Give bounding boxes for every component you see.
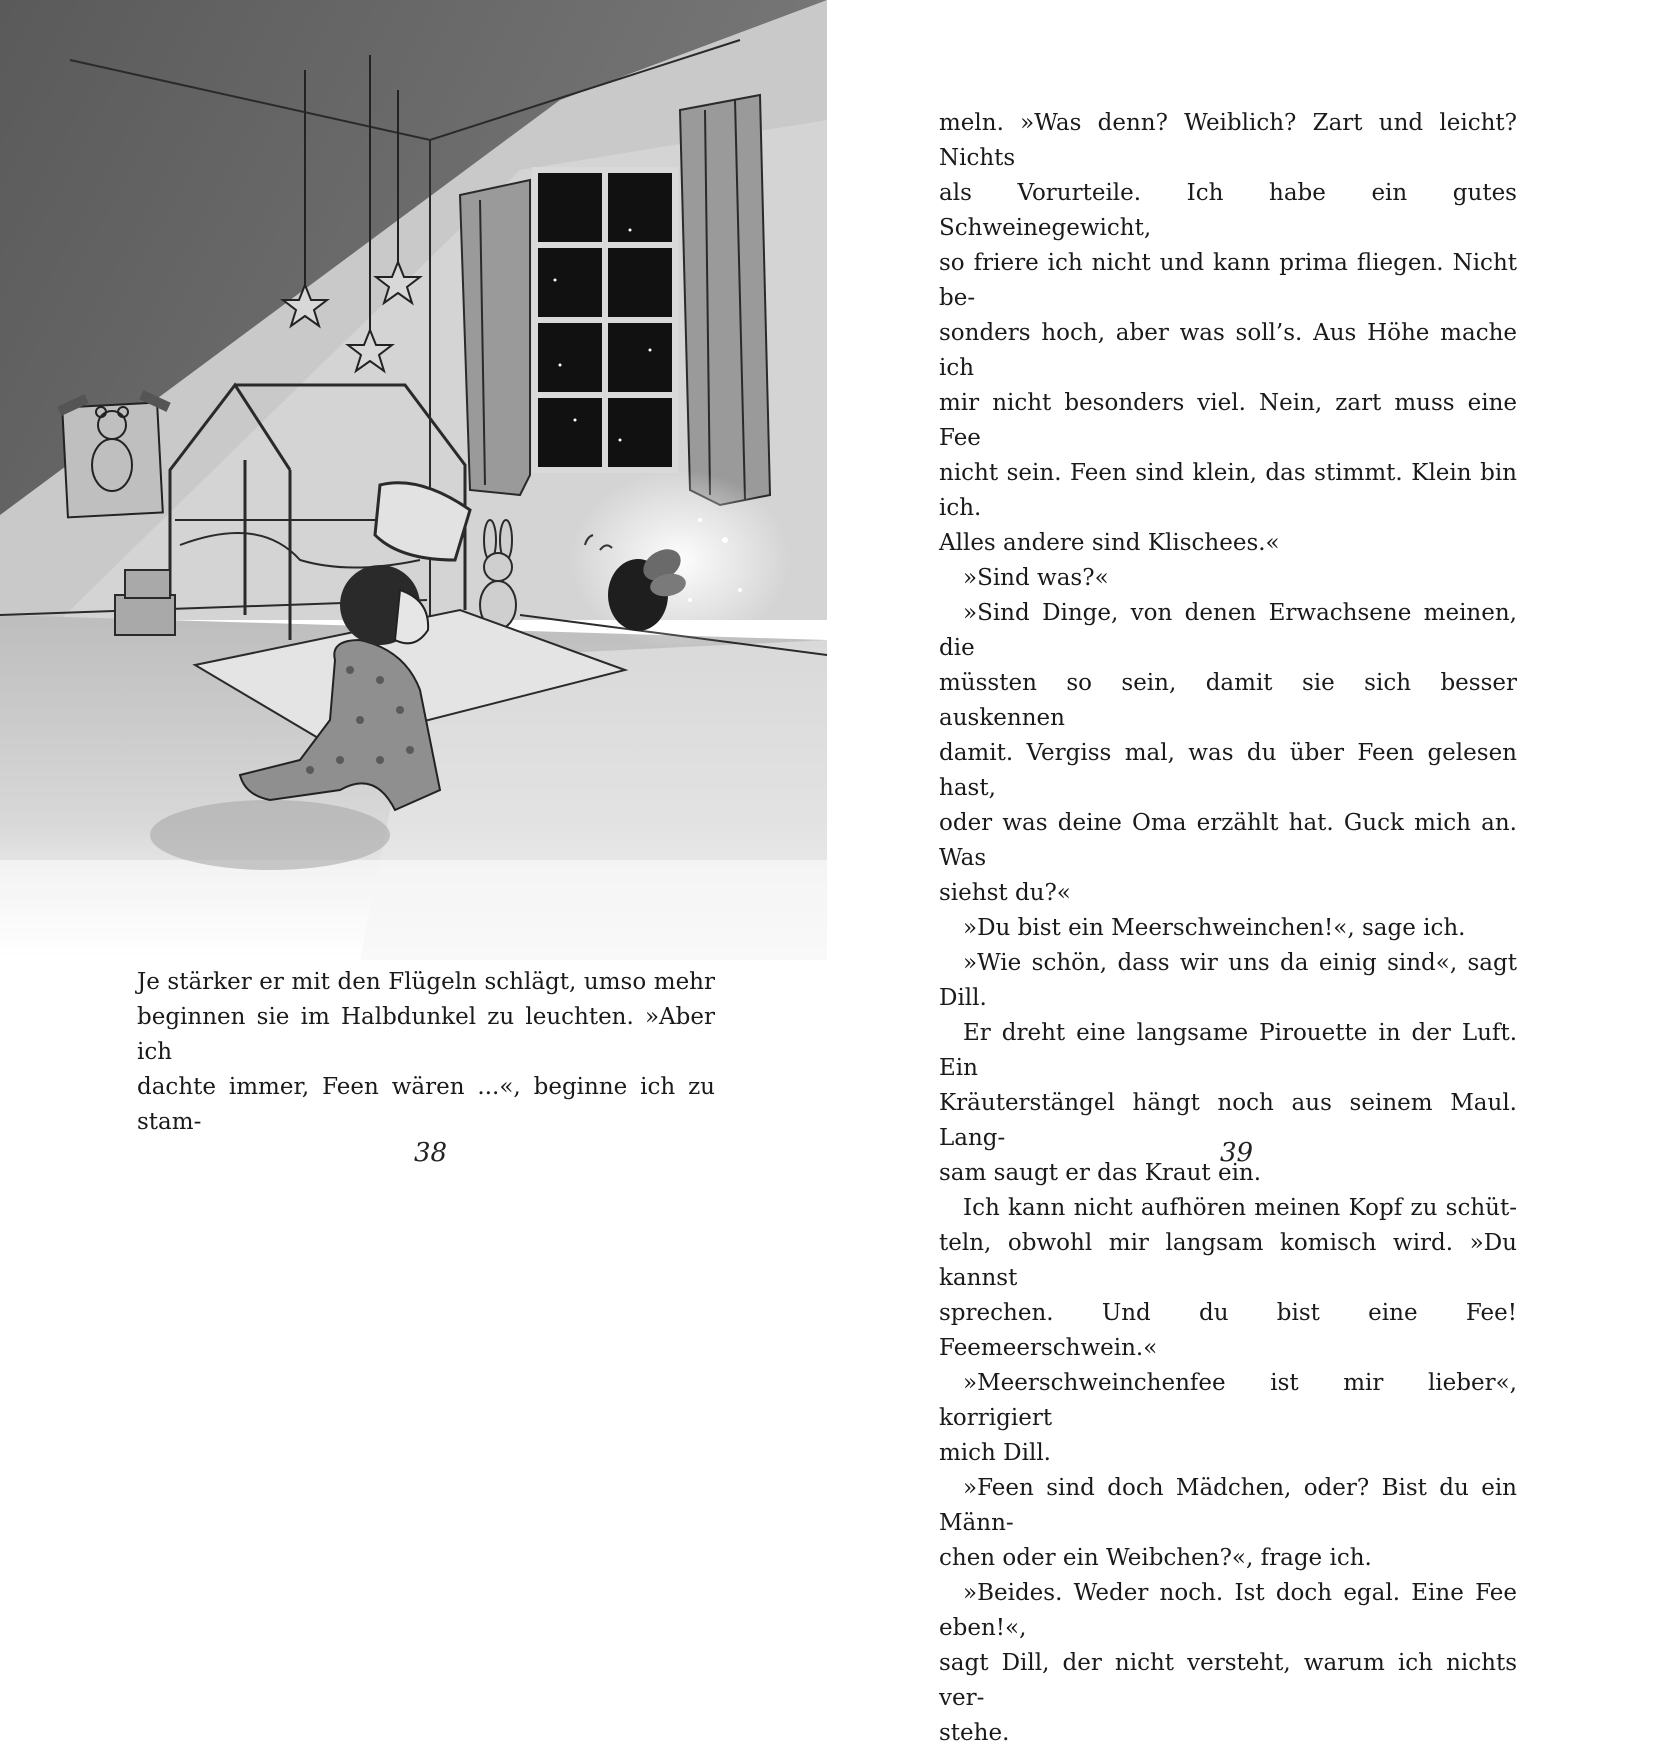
right-page — [827, 0, 1654, 1746]
text-line: Er dreht eine langsame Pirouette in der Luft. Ein — [939, 1020, 1517, 1081]
text-line: »Meerschweinchenfee ist mir lieber«, korrigiert — [939, 1370, 1517, 1431]
window — [535, 170, 675, 470]
text-line: sam saugt er das Kraut ein. — [939, 1160, 1262, 1186]
text-line: sagt Dill, der nicht versteht, warum ich nichts ver- — [939, 1650, 1517, 1711]
text-line: »Sind Dinge, von denen Erwachsene meinen, die — [939, 600, 1517, 661]
text-line: teln, obwohl mir langsam komisch wird. »Du kannst — [939, 1230, 1517, 1291]
text-line: müssten so sein, damit sie sich besser auskennen — [939, 670, 1517, 731]
text-line: Kräuterstängel hängt noch aus seinem Maul. Lang- — [939, 1090, 1517, 1151]
text-line: nicht sein. Feen sind klein, das stimmt. Klein bin ich. — [939, 460, 1517, 521]
text-line: Ich kann nicht aufhören meinen Kopf zu schüt- — [963, 1195, 1517, 1221]
text-line: so friere ich nicht und kann prima fliegen. Nicht be- — [939, 250, 1517, 311]
text-line: sprechen. Und du bist eine Fee! Feemeerschwein.« — [939, 1300, 1517, 1361]
text-line: »Wie schön, dass wir uns da einig sind«, sagt Dill. — [939, 950, 1517, 1011]
toy-boxes — [115, 570, 175, 635]
text-line: damit. Vergiss mal, was du über Feen gelesen hast, — [939, 740, 1517, 801]
text-line: mir nicht besonders viel. Nein, zart muss eine Fee — [939, 390, 1517, 451]
text-line: mich Dill. — [939, 1440, 1051, 1466]
text-line: als Vorurteile. Ich habe ein gutes Schweinegewicht, — [939, 180, 1517, 241]
text-line: Alles andere sind Klischees.« — [939, 530, 1280, 556]
page-number: 39 — [1220, 1138, 1254, 1168]
text-line: siehst du?« — [939, 880, 1071, 906]
page-number: 38 — [414, 1138, 448, 1168]
text-line: »Sind was?« — [963, 565, 1109, 591]
text-line: meln. »Was denn? Weiblich? Zart und leicht? Nichts — [939, 110, 1517, 171]
text-line: »Beides. Weder noch. Ist doch egal. Eine Fee eben!«, — [939, 1580, 1517, 1641]
left-page-text — [137, 965, 715, 1140]
text-line: beginnen sie im Halbdunkel zu leuchten. »Aber ich — [137, 1004, 715, 1065]
text-line: stehe. — [939, 1720, 1010, 1746]
bedroom-illustration — [0, 0, 827, 960]
text-line: sonders hoch, aber was soll’s. Aus Höhe mache ich — [939, 320, 1517, 381]
text-line: dachte immer, Feen wären ...«, beginne ich zu stam- — [137, 1074, 715, 1135]
bear-poster — [57, 390, 170, 517]
left-page — [0, 0, 827, 1270]
text-line: oder was deine Oma erzählt hat. Guck mich an. Was — [939, 810, 1517, 871]
right-page-text — [939, 106, 1517, 1751]
text-line: »Feen sind doch Mädchen, oder? Bist du ein Männ- — [939, 1475, 1517, 1536]
text-line: »Du bist ein Meerschweinchen!«, sage ich. — [963, 915, 1466, 941]
text-line: Je stärker er mit den Flügeln schlägt, umso mehr — [137, 969, 715, 995]
text-line: chen oder ein Weibchen?«, frage ich. — [939, 1545, 1372, 1571]
